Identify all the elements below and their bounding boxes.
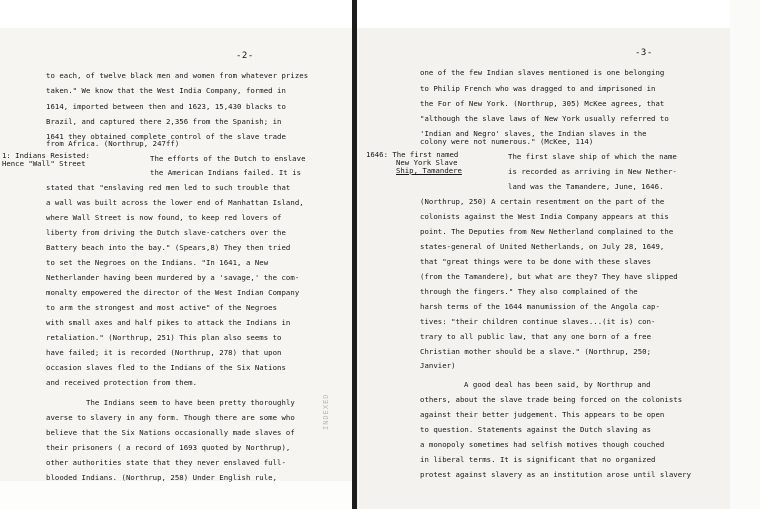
left-text-line: to set the Negroes on the Indians. "In 1641, a New	[46, 258, 269, 267]
right-text-line: (from the Tamandere), but what are they? They have slipped	[420, 272, 678, 281]
right-text-line: to Philip French who was dragged to and imprisoned in	[420, 84, 656, 93]
right-text-line: others, about the slave trade being forced on the colonists	[420, 395, 683, 404]
right-text-line: the For of New York. (Northrup, 305) McKee agrees, that	[420, 99, 665, 108]
left-text-line: retaliation." (Northrup, 251) This plan also seems to	[46, 333, 282, 342]
left-side-heading-line: 1: Indians Resisted:	[2, 151, 90, 160]
left-text-line: believe that the Six Nations occasionally made slaves of	[46, 428, 295, 437]
right-page	[357, 0, 760, 509]
left-text-line: Netherlander having been murdered by a 'savage,' the com-	[46, 273, 300, 282]
left-text-line: their prisoners ( a record of 1693 quoted by Northrup),	[46, 443, 291, 452]
right-text-line: protest against slavery as an institution arose until slavery	[420, 470, 692, 479]
left-page-top-margin	[0, 0, 352, 28]
right-side-heading-line: New York Slave	[396, 158, 458, 167]
left-text-line: The Indians seem to have been pretty thoroughly	[86, 398, 295, 407]
left-text-line: monalty empowered the director of the West Indian Company	[46, 288, 300, 297]
left-text-line: blooded Indians. (Northrup, 258) Under English rule,	[46, 473, 278, 482]
right-text-line: The first slave ship of which the name	[508, 152, 677, 161]
left-text-line: with small axes and half pikes to attack the Indians in	[46, 318, 291, 327]
left-side-heading	[2, 152, 90, 168]
right-text-line: Christian mother should be a slave." (Northrup, 250;	[420, 347, 652, 356]
right-text-line: A good deal has been said, by Northrup and	[464, 380, 651, 389]
right-text-line: land was the Tamandere, June, 1646.	[508, 182, 664, 191]
right-side-heading-line: Ship, Tamandere	[396, 166, 462, 175]
left-text-line: the American Indians failed. It is	[150, 168, 302, 177]
left-text-line: stated that "enslaving red men led to such trouble that	[46, 183, 291, 192]
right-text-line: one of the few Indian slaves mentioned is one belonging	[420, 68, 665, 77]
right-text-line: "although the slave laws of New York usually referred to	[420, 114, 669, 123]
left-text-line: where Wall Street is now found, to keep red lovers of	[46, 213, 282, 222]
right-side-heading-line: 1646: The first named	[366, 150, 459, 159]
left-text-line: a wall was built across the lower end of Manhattan Island,	[46, 198, 304, 207]
right-text-line: is recorded as arriving in New Nether-	[508, 167, 677, 176]
right-text-line: states-general of United Netherlands, on July 28, 1649,	[420, 242, 665, 251]
left-text-line: to each, of twelve black men and women from whatever prizes	[46, 71, 309, 80]
left-text-line: and received protection from them.	[46, 378, 198, 387]
left-text-line: other authorities state that they never enslaved full-	[46, 458, 286, 467]
right-page-edge	[730, 0, 760, 509]
right-page-top-margin	[357, 0, 760, 28]
left-text-line: liberty from driving the Dutch slave-catchers over the	[46, 228, 286, 237]
left-text-line: occasion slaves fled to the Indians of the Six Nations	[46, 363, 286, 372]
left-page-bottom-margin	[0, 481, 352, 509]
right-text-line: that "great things were to be done with these slaves	[420, 257, 652, 266]
left-text-line: Battery beach into the bay." (Spears,8) They then tried	[46, 243, 291, 252]
right-side-heading	[366, 151, 462, 175]
left-text-line: taken." We know that the West India Company, formed in	[46, 86, 286, 95]
left-text-line: averse to slavery in any form. Though there are some who	[46, 413, 295, 422]
indexed-stamp: INDEXED	[322, 393, 330, 430]
left-text-line: from Africa. (Northrup, 247ff)	[46, 139, 180, 148]
left-text-line: to arm the strongest and most active" of the Negroes	[46, 303, 278, 312]
right-text-line: to question. Statements against the Dutch slaving as	[420, 425, 652, 434]
left-text-line: have failed; it is recorded (Northrup, 278) that upon	[46, 348, 282, 357]
right-text-line: through the fingers." They also complained of the	[420, 287, 638, 296]
right-text-line: (Northrup, 250) A certain resentment on the part of the	[420, 197, 665, 206]
right-text-line: 'Indian and Negro' slaves, the Indian slaves in the	[420, 129, 647, 138]
left-side-heading-line: Hence "Wall" Street	[2, 159, 86, 168]
left-text-line: The efforts of the Dutch to enslave	[150, 154, 306, 163]
left-page	[0, 0, 352, 509]
right-text-line: trary to all public law, that any one born of a free	[420, 332, 652, 341]
right-text-line: point. The Deputies from New Netherland complained to the	[420, 227, 674, 236]
right-text-line: a monopoly sometimes had selfish motives though couched	[420, 440, 665, 449]
right-text-line: colonists against the West India Company appears at this	[420, 212, 669, 221]
left-text-line: Brazil, and captured there 2,356 from the Spanish; in	[46, 117, 282, 126]
left-page-number: -2-	[236, 51, 254, 61]
right-text-line: against their better judgement. This appears to be open	[420, 410, 665, 419]
right-page-number: -3-	[635, 48, 653, 58]
right-text-line: harsh terms of the 1644 manumission of the Angola cap-	[420, 302, 660, 311]
right-text-line: Janvier)	[420, 361, 456, 370]
left-text-line: 1614, imported between then and 1623, 15,430 blacks to	[46, 102, 286, 111]
left-text-line: 1641 they obtained complete control of the slave trade	[46, 132, 286, 141]
right-text-line: colony were not numerous." (McKee, 114)	[420, 137, 594, 146]
right-text-line: tives: "their children continue slaves...(it is) con-	[420, 317, 656, 326]
right-text-line: in liberal terms. It is significant that no organized	[420, 455, 656, 464]
